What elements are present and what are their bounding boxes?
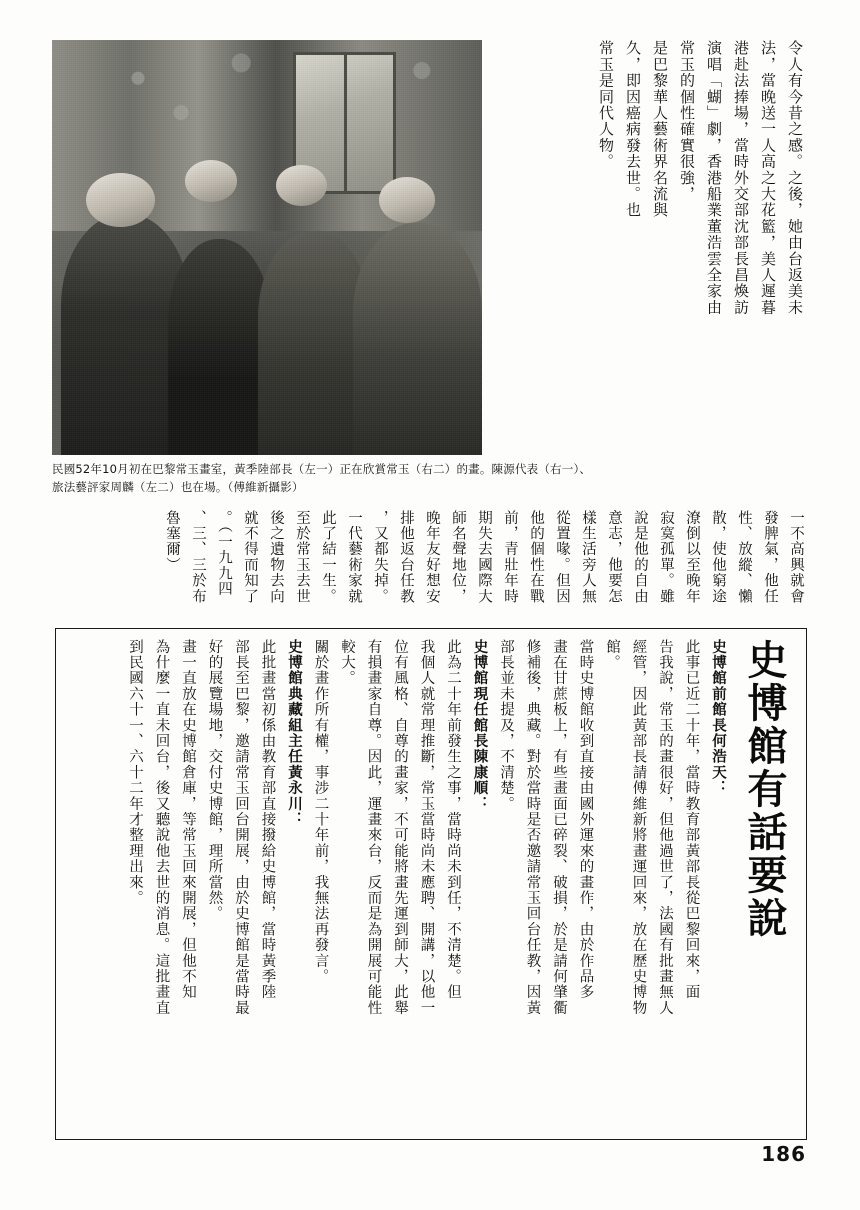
photo-content — [52, 40, 482, 455]
article-column-2: 此事已近二十年，當時教育部黃部長從巴黎回來，面 — [683, 639, 700, 1001]
mid-column-12: 前，青壯年時 — [502, 510, 518, 605]
top-column-8: 常玉是同代人物。 — [597, 40, 615, 170]
mid-column-15: 晚年友好想安 — [424, 510, 440, 605]
archival-photograph — [52, 40, 482, 455]
article-column-13: 位有風格、自尊的畫家，不可能將畫先運到師大，此舉 — [392, 639, 408, 1016]
article-column-9: 部長並未提及，不清楚。 — [498, 639, 514, 812]
article-column-12: 我個人就常理推斷，常玉當時尚未應聘、開講，以他一 — [418, 639, 435, 1016]
mid-column-9: 樣生活旁人無 — [580, 510, 596, 605]
top-column-1: 令人有今昔之感。之後，她由台返美未 — [786, 40, 804, 316]
article-column-14: 有損畫家自尊。因此，運畫來台，反而是為開展可能性 — [365, 639, 382, 1016]
article-column-20: 好的展覽場地，交付史博館，理所當然。 — [206, 639, 223, 922]
mid-column-1: 一不高興就會 — [788, 510, 804, 605]
mid-column-7: 說是他的自由 — [632, 510, 648, 605]
mid-column-23: 。（一九九四 — [216, 510, 232, 597]
article-column-5: 館。 — [604, 639, 620, 671]
top-column-4: 演唱「蝴」劇，香港船業董浩雲全家由 — [705, 40, 723, 316]
mid-column-21: 後之遺物去向 — [268, 510, 284, 605]
photo-caption — [52, 460, 592, 496]
article-column-8: 修補後，典藏。對於當時是否邀請常玉回台任教，因黃 — [524, 639, 541, 1016]
mid-column-8: 意志，他要怎 — [606, 510, 622, 605]
article-column-7: 畫在甘蔗板上，有些畫面已碎裂、破損，於是請何肇衢 — [551, 639, 567, 1016]
article-column-17: 史博館典藏組主任黃永川： — [286, 639, 302, 828]
article-column-1: 史博館前館長何浩天： — [710, 639, 726, 796]
top-column-3: 港赴法捧場，當時外交部沈部長昌煥訪 — [732, 40, 750, 316]
mid-column-14: 師名聲地位， — [450, 510, 466, 605]
mid-column-4: 散，使他窮途 — [710, 510, 726, 605]
mid-column-20: 至於常玉去世 — [294, 510, 310, 605]
top-text-columns — [592, 40, 808, 460]
sidebar-article-inner — [70, 639, 792, 1129]
article-column-6: 當時史博館收到直接由國外運來的畫作，由於作品多 — [577, 639, 594, 1001]
article-column-18: 此批畫當初係由教育部直接撥給史博館，當時黃季陸 — [259, 639, 276, 1001]
article-column-23: 到民國六十一、六十二年才整理出來。 — [127, 639, 143, 906]
mid-column-13: 期失去國際大 — [476, 510, 492, 605]
article-column-3: 告我說，常玉的畫很好，但他過世了，法國有批畫無人 — [657, 639, 673, 1016]
mid-column-2: 發脾氣，他任 — [762, 510, 778, 605]
mid-column-6: 寂寞孤單。雖 — [658, 510, 674, 605]
top-column-5: 常玉的個性確實很強， — [678, 40, 696, 202]
article-column-10: 史博館現任館長陳康順： — [471, 639, 488, 812]
article-column-11: 此為二十年前發生之事，當時尚未到任，不清楚。但 — [445, 639, 461, 1001]
mid-column-16: 排他返台任教 — [398, 510, 414, 605]
sidebar-article-box — [55, 628, 807, 1140]
article-column-19: 部長至巴黎，邀請常玉回台開展，由於史博館是當時最 — [233, 639, 249, 1016]
mid-column-25: 魯塞爾） — [164, 510, 180, 573]
mid-column-24: 、三、三於布 — [190, 510, 206, 605]
top-column-7: 久，即因癌病發去世。也 — [624, 40, 642, 219]
photo-caption-line-1: 民國52年10月初在巴黎常玉畫室，黃季陸部長（左一）正在欣賞常玉（右二）的畫。陳源代表（右一）、 — [52, 462, 592, 476]
top-column-6: 是巴黎華人藝術界名流與 — [651, 40, 669, 219]
article-column-15: 較大。 — [339, 639, 355, 687]
page-number: 186 — [761, 1142, 806, 1166]
mid-column-18: 一代藝術家就 — [346, 510, 362, 605]
mid-column-3: 性、放縱、懶 — [736, 510, 752, 605]
mid-column-17: ，又都失掉。 — [372, 510, 388, 605]
article-column-22: 為什麼一直未回台，後又聽說他去世的消息。這批畫直 — [153, 639, 170, 1016]
top-section — [52, 40, 808, 605]
sidebar-article-columns — [121, 639, 731, 1117]
mid-text-columns — [52, 510, 808, 640]
photo-caption-line-2: 旅法藝評家周麟（左二）也在場。（傅維新攝影） — [52, 480, 304, 494]
mid-column-11: 他的個性在戰 — [528, 510, 544, 605]
article-column-21: 畫一直放在史博館倉庫，等常玉回來開展，但他不知 — [180, 639, 196, 1001]
article-column-16: 關於畫作所有權，事涉二十年前，我無法再發言。 — [312, 639, 329, 985]
mid-column-10: 從置喙。但因 — [554, 510, 570, 605]
article-column-4: 經管，因此黃部長請傅維新將畫運回來，放在歷史博物 — [630, 639, 647, 1016]
sidebar-article-title: 史博館有話要說 — [741, 639, 788, 940]
top-column-2: 法，當晚送一人高之大花籃，美人遲暮 — [759, 40, 777, 316]
mid-column-5: 潦倒以至晚年 — [684, 510, 700, 605]
mid-column-19: 此了結一生。 — [320, 510, 336, 605]
mid-column-22: 就不得而知了 — [242, 510, 258, 605]
photo-grain-overlay — [52, 40, 482, 455]
